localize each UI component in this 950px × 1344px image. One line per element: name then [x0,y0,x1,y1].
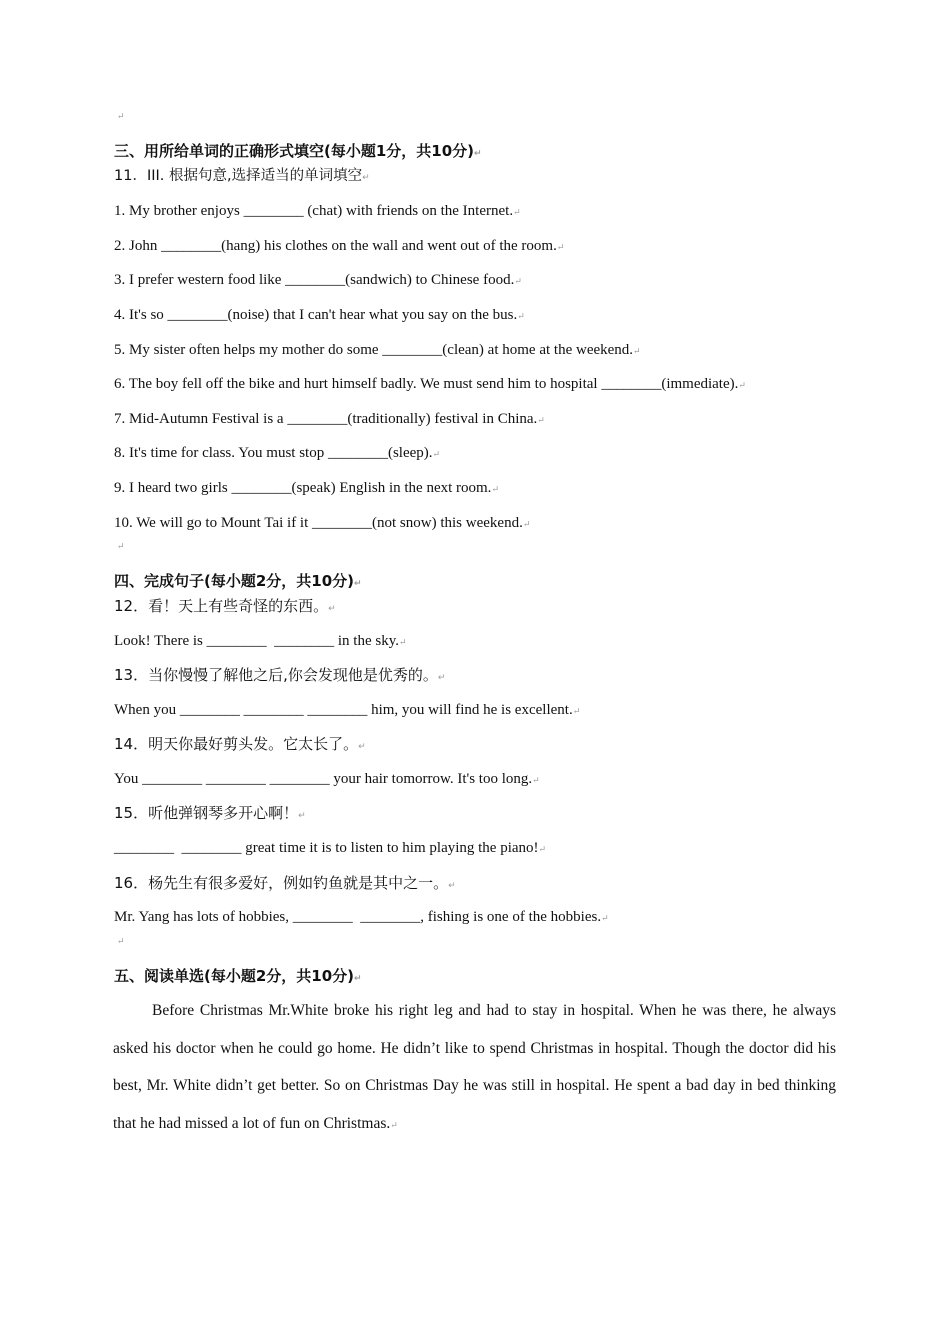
question-16-chinese: 16．杨先生有很多爱好，例如钓鱼就是其中之一。↵ [114,874,456,892]
fill-item-2: 2. John ________(hang) his clothes on the wall and went out of the room.↵ [114,238,565,254]
question-14-chinese: 14．明天你最好剪头发。它太长了。↵ [114,735,366,753]
question-12-chinese: 12．看！天上有些奇怪的东西。↵ [114,597,336,615]
fill-item-10: 10. We will go to Mount Tai if it ________(not snow) this weekend.↵ [114,515,531,531]
question-15-english: ________ ________ great time it is to listen to him playing the piano!↵ [114,840,547,856]
section-3-heading: 三、用所给单词的正确形式填空(每小题1分，共10分)↵ [114,142,482,160]
section-4-heading: 四、完成句子(每小题2分，共10分)↵ [114,572,362,590]
fill-item-7: 7. Mid-Autumn Festival is a ________(traditionally) festival in China.↵ [114,411,545,427]
question-14-english: You ________ ________ ________ your hair tomorrow. It's too long.↵ [114,771,540,787]
fill-item-1: 1. My brother enjoys ________ (chat) with friends on the Internet.↵ [114,203,521,219]
section-4-title: 四、完成句子(每小题2分，共10分) [114,572,355,590]
section-5-heading: 五、阅读单选(每小题2分，共10分)↵ [114,967,362,985]
fill-item-8: 8. It's time for class. You must stop ________(sleep).↵ [114,445,441,461]
fill-item-5: 5. My sister often helps my mother do some ________(clean) at home at the weekend.↵ [114,342,641,358]
fill-item-3: 3. I prefer western food like ________(sandwich) to Chinese food.↵ [114,272,522,288]
fill-item-4: 4. It's so ________(noise) that I can't hear what you say on the bus.↵ [114,307,525,323]
question-13-chinese: 13．当你慢慢了解他之后,你会发现他是优秀的。↵ [114,666,446,684]
empty-paragraph-mark: ↵ [117,936,125,946]
reading-passage: Before Christmas Mr.White broke his right leg and had to stay in hospital. When he was there, he always asked his doctor when he could go home. He didn’t like to spend Christmas in hospital. Though the doctor did his best, Mr. White didn’t get better. So on Christmas Day he was still in hospital. He spent a bad day in bed thinking that he had missed a lot of fun on Christmas.↵ [113,1002,836,1132]
section-5-title: 五、阅读单选(每小题2分，共10分) [114,967,355,985]
section-3-title: 三、用所给单词的正确形式填空(每小题1分，共10分) [114,142,475,160]
question-13-english: When you ________ ________ ________ him, you will find he is excellent.↵ [114,702,581,718]
question-11-instruction: 11．III. 根据句意,选择适当的单词填空↵ [114,168,370,184]
question-15-chinese: 15．听他弹钢琴多开心啊！↵ [114,804,306,822]
empty-paragraph-mark: ↵ [117,111,125,121]
question-12-english: Look! There is ________ ________ in the sky.↵ [114,633,407,649]
question-16-english: Mr. Yang has lots of hobbies, ________ ________, fishing is one of the hobbies.↵ [114,909,609,925]
fill-item-9: 9. I heard two girls ________(speak) English in the next room.↵ [114,480,499,496]
empty-paragraph-mark: ↵ [117,541,125,551]
fill-item-6: 6. The boy fell off the bike and hurt himself badly. We must send him to hospital ________(immediate).↵ [114,376,746,392]
